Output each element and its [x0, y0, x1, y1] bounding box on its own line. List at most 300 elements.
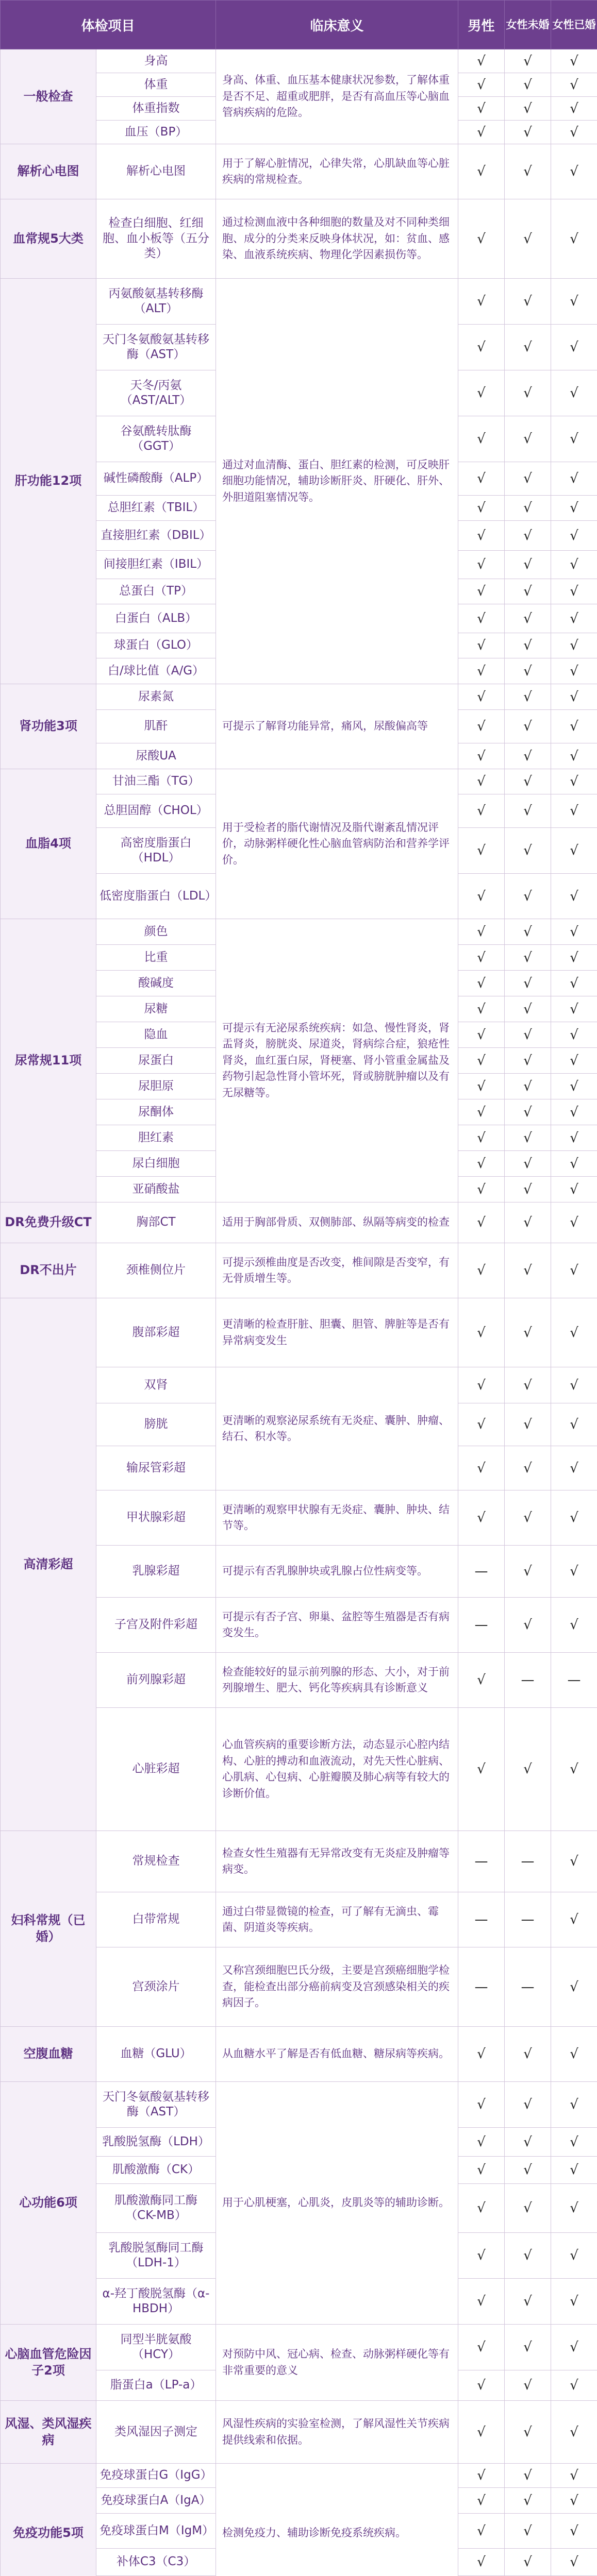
item-name: 血糖（GLU） [96, 2027, 216, 2082]
item-name: 球蛋白（GLO） [96, 633, 216, 658]
female-unmarried-check: — [505, 1947, 551, 2027]
male-check: — [458, 1546, 505, 1598]
female-unmarried-check: √ [505, 1490, 551, 1546]
item-name: 甘油三酯（TG） [96, 769, 216, 794]
table-row [1, 1243, 597, 1298]
female-married-check: √ [551, 1202, 597, 1243]
group-significance: 通过对血清酶、蛋白、胆红素的检测，可反映肝细胞功能情况，辅助诊断肝炎、肝硬化、肝外、外胆道阻塞情况等。 [216, 279, 458, 684]
female-unmarried-check: √ [505, 1099, 551, 1125]
female-married-check: √ [551, 710, 597, 743]
male-check: — [458, 1892, 505, 1947]
male-check: √ [458, 1490, 505, 1546]
item-name: 尿蛋白 [96, 1048, 216, 1074]
female-married-check: √ [551, 144, 597, 199]
table-row [1, 279, 597, 325]
female-unmarried-check: — [505, 1653, 551, 1708]
item-name: 补体C3（C3） [96, 2549, 216, 2576]
group-category: 一般检查 [1, 49, 96, 144]
group-category: 免疫功能5项 [1, 2464, 96, 2576]
table-row [1, 49, 597, 73]
male-check: √ [458, 1298, 505, 1367]
female-married-check: √ [551, 919, 597, 945]
female-unmarried-check: √ [505, 1403, 551, 1446]
female-married-check: √ [551, 2549, 597, 2576]
item-name: 白/球比值（A/G） [96, 658, 216, 684]
female-married-check: √ [551, 2370, 597, 2401]
male-check: √ [458, 658, 505, 684]
item-name: 常规检查 [96, 1831, 216, 1892]
male-check: √ [458, 710, 505, 743]
male-check: √ [458, 2370, 505, 2401]
item-significance: 通过白带显微镜的检查，可了解有无滴虫、霉菌、阴道炎等疾病。 [216, 1892, 458, 1947]
item-name: 尿胆原 [96, 1074, 216, 1099]
male-check: √ [458, 199, 505, 279]
female-married-check: √ [551, 996, 597, 1022]
item-name: 身高 [96, 49, 216, 73]
female-married-check: √ [551, 97, 597, 121]
item-name: 隐血 [96, 1022, 216, 1048]
group-significance: 对预防中风、冠心病、检查、动脉粥样硬化等有非常重要的意义 [216, 2325, 458, 2401]
female-married-check: √ [551, 2233, 597, 2279]
male-check: √ [458, 2157, 505, 2184]
female-unmarried-check: √ [505, 2233, 551, 2279]
female-married-check: √ [551, 971, 597, 996]
male-check: √ [458, 2488, 505, 2514]
header-category: 体检项目 [1, 1, 216, 49]
group-category: 风湿、类风湿疾病 [1, 2401, 96, 2464]
male-check: √ [458, 1022, 505, 1048]
female-married-check: √ [551, 1892, 597, 1947]
female-unmarried-check: √ [505, 97, 551, 121]
female-unmarried-check: — [505, 1892, 551, 1947]
table-row [1, 144, 597, 199]
male-check: √ [458, 1074, 505, 1099]
item-name: 腹部彩超 [96, 1298, 216, 1367]
female-married-check: √ [551, 121, 597, 144]
item-name: 尿白细胞 [96, 1151, 216, 1177]
item-name: 天门冬氨酸氨基转移酶（AST） [96, 325, 216, 370]
item-name: 乳酸脱氢酶同工酶（LDH-1） [96, 2233, 216, 2279]
female-married-check: √ [551, 828, 597, 874]
female-married-check: √ [551, 1048, 597, 1074]
group-significance: 可提示颈椎曲度是否改变，椎间隙是否变窄，有无骨质增生等。 [216, 1243, 458, 1298]
female-married-check: √ [551, 658, 597, 684]
item-name: 膀胱 [96, 1403, 216, 1446]
table-row [1, 199, 597, 279]
female-married-check: √ [551, 2082, 597, 2128]
female-married-check: √ [551, 462, 597, 496]
male-check: √ [458, 2279, 505, 2325]
female-married-check: √ [551, 1831, 597, 1892]
female-married-check: √ [551, 2401, 597, 2464]
male-check: √ [458, 496, 505, 521]
group-category: 心脑血管危险因子2项 [1, 2325, 96, 2401]
female-married-check: √ [551, 604, 597, 633]
female-unmarried-check: √ [505, 2325, 551, 2370]
male-check: √ [458, 2325, 505, 2370]
male-check: √ [458, 2233, 505, 2279]
female-married-check: √ [551, 521, 597, 551]
table-row [1, 1831, 597, 1892]
male-check: √ [458, 1099, 505, 1125]
group-category: 妇科常规（已婚） [1, 1831, 96, 2027]
female-unmarried-check: √ [505, 828, 551, 874]
male-check: √ [458, 828, 505, 874]
table-row [1, 1298, 597, 1367]
female-unmarried-check: √ [505, 743, 551, 769]
group-significance: 用于了解心脏情况，心律失常，心肌缺血等心脏疾病的常规检查。 [216, 144, 458, 199]
male-check: √ [458, 2082, 505, 2128]
group-significance: 适用于胸部骨质、双侧肺部、纵隔等病变的检查 [216, 1202, 458, 1243]
item-name: 类风湿因子测定 [96, 2401, 216, 2464]
male-check: √ [458, 971, 505, 996]
group-significance: 用于受检者的脂代谢情况及脂代谢紊乱情况评价，动脉粥样硬化性心脑血管病防治和营养学评价。 [216, 769, 458, 919]
item-name: 尿酮体 [96, 1099, 216, 1125]
female-married-check: √ [551, 325, 597, 370]
table-row [1, 2027, 597, 2082]
female-married-check: √ [551, 1708, 597, 1831]
item-name: 白带常规 [96, 1892, 216, 1947]
male-check: √ [458, 769, 505, 794]
item-name: α-羟丁酸脱氢酶（α-HBDH） [96, 2279, 216, 2325]
group-significance: 用于心肌梗塞，心肌炎，皮肌炎等的辅助诊断。 [216, 2082, 458, 2325]
male-check: √ [458, 1367, 505, 1403]
female-unmarried-check: √ [505, 325, 551, 370]
item-name: 低密度脂蛋白（LDL） [96, 874, 216, 919]
male-check: √ [458, 996, 505, 1022]
item-name: 乳酸脱氢酶（LDH） [96, 2128, 216, 2157]
item-name: 前列腺彩超 [96, 1653, 216, 1708]
group-category: 肝功能12项 [1, 279, 96, 684]
item-name: 亚硝酸盐 [96, 1177, 216, 1202]
table-header [1, 1, 597, 49]
group-significance: 可提示了解肾功能异常，痛风，尿酸偏高等 [216, 684, 458, 769]
female-unmarried-check: √ [505, 971, 551, 996]
item-name: 尿素氮 [96, 684, 216, 710]
item-significance: 检查女性生殖器有无异常改变有无炎症及肿瘤等病变。 [216, 1831, 458, 1892]
group-significance: 身高、体重、血压基本健康状况参数，了解体重是否不足、超重或肥胖，是否有高血压等心脑血管病疾病的危险。 [216, 49, 458, 144]
item-name: 胆红素 [96, 1125, 216, 1151]
female-married-check: √ [551, 496, 597, 521]
female-married-check: √ [551, 1177, 597, 1202]
female-married-check: √ [551, 1446, 597, 1490]
item-name: 同型半胱氨酸（HCY） [96, 2325, 216, 2370]
table-row [1, 1202, 597, 1243]
female-unmarried-check: √ [505, 1151, 551, 1177]
female-unmarried-check: √ [505, 2488, 551, 2514]
item-name: 谷氨酰转肽酶（GGT） [96, 416, 216, 462]
female-married-check: √ [551, 73, 597, 97]
table-row [1, 2082, 597, 2128]
item-name: 双肾 [96, 1367, 216, 1403]
female-married-check: √ [551, 1403, 597, 1446]
female-unmarried-check: √ [505, 2082, 551, 2128]
female-unmarried-check: √ [505, 874, 551, 919]
male-check: √ [458, 1151, 505, 1177]
female-unmarried-check: √ [505, 658, 551, 684]
female-unmarried-check: — [505, 1831, 551, 1892]
female-married-check: √ [551, 2184, 597, 2233]
group-significance: 风湿性疾病的实验室检测，了解风湿性关节疾病提供线索和依据。 [216, 2401, 458, 2464]
male-check: √ [458, 794, 505, 828]
table-row [1, 2464, 597, 2488]
male-check: — [458, 1947, 505, 2027]
item-name: 解析心电图 [96, 144, 216, 199]
female-unmarried-check: √ [505, 49, 551, 73]
female-unmarried-check: √ [505, 945, 551, 971]
item-name: 颈椎侧位片 [96, 1243, 216, 1298]
male-check: √ [458, 1177, 505, 1202]
female-married-check: √ [551, 1598, 597, 1653]
female-unmarried-check: √ [505, 1125, 551, 1151]
female-unmarried-check: √ [505, 1598, 551, 1653]
female-married-check: √ [551, 1151, 597, 1177]
group-significance: 从血糖水平了解是否有低血糖、糖尿病等疾病。 [216, 2027, 458, 2082]
female-unmarried-check: √ [505, 2027, 551, 2082]
female-unmarried-check: √ [505, 710, 551, 743]
female-unmarried-check: √ [505, 2157, 551, 2184]
female-unmarried-check: √ [505, 1177, 551, 1202]
table-body [1, 49, 597, 2576]
item-name: 总胆固醇（CHOL） [96, 794, 216, 828]
male-check: — [458, 1598, 505, 1653]
female-unmarried-check: √ [505, 1202, 551, 1243]
female-unmarried-check: √ [505, 1298, 551, 1367]
male-check: √ [458, 2464, 505, 2488]
item-name: 体重指数 [96, 97, 216, 121]
female-married-check: √ [551, 743, 597, 769]
header-female-married: 女性已婚 [551, 1, 597, 49]
item-name: 总胆红素（TBIL） [96, 496, 216, 521]
item-name: 直接胆红素（DBIL） [96, 521, 216, 551]
male-check: √ [458, 919, 505, 945]
item-name: 胸部CT [96, 1202, 216, 1243]
female-married-check: √ [551, 945, 597, 971]
female-married-check: √ [551, 1022, 597, 1048]
female-married-check: √ [551, 633, 597, 658]
female-unmarried-check: √ [505, 370, 551, 416]
female-unmarried-check: √ [505, 604, 551, 633]
female-unmarried-check: √ [505, 2464, 551, 2488]
item-significance: 更清晰的检查肝脏、胆囊、胆管、脾脏等是否有异常病变发生 [216, 1298, 458, 1367]
female-married-check: √ [551, 2488, 597, 2514]
male-check: √ [458, 1708, 505, 1831]
item-name: 丙氨酸氨基转移酶（ALT） [96, 279, 216, 325]
item-name: 乳腺彩超 [96, 1546, 216, 1598]
female-married-check: √ [551, 1243, 597, 1298]
female-married-check: √ [551, 2128, 597, 2157]
female-unmarried-check: √ [505, 2401, 551, 2464]
female-married-check: √ [551, 2514, 597, 2549]
female-unmarried-check: √ [505, 2549, 551, 2576]
female-married-check: √ [551, 2157, 597, 2184]
item-name: 宫颈涂片 [96, 1947, 216, 2027]
female-unmarried-check: √ [505, 2279, 551, 2325]
female-unmarried-check: √ [505, 1708, 551, 1831]
table-row [1, 2401, 597, 2464]
male-check: √ [458, 1403, 505, 1446]
female-unmarried-check: √ [505, 416, 551, 462]
group-category: 高清彩超 [1, 1298, 96, 1831]
female-married-check: √ [551, 1947, 597, 2027]
item-name: 颜色 [96, 919, 216, 945]
group-significance: 检测免疫力、辅助诊断免疫系统疾病。 [216, 2464, 458, 2576]
item-name: 肌酸激酶（CK） [96, 2157, 216, 2184]
female-married-check: √ [551, 1125, 597, 1151]
male-check: √ [458, 1048, 505, 1074]
female-married-check: √ [551, 2027, 597, 2082]
female-unmarried-check: √ [505, 919, 551, 945]
table-row [1, 684, 597, 710]
female-married-check: √ [551, 2279, 597, 2325]
item-name: 高密度脂蛋白（HDL） [96, 828, 216, 874]
male-check: √ [458, 73, 505, 97]
item-name: 心脏彩超 [96, 1708, 216, 1831]
female-unmarried-check: √ [505, 1546, 551, 1598]
female-unmarried-check: √ [505, 521, 551, 551]
item-name: 天冬/丙氨（AST/ALT） [96, 370, 216, 416]
male-check: √ [458, 684, 505, 710]
item-name: 检查白细胞、红细胞、血小板等（五分类） [96, 199, 216, 279]
item-name: 子宫及附件彩超 [96, 1598, 216, 1653]
male-check: √ [458, 121, 505, 144]
item-significance: 更清晰的观察甲状腺有无炎症、囊肿、肿块、结节等。 [216, 1490, 458, 1546]
male-check: √ [458, 2549, 505, 2576]
male-check: √ [458, 521, 505, 551]
header-female-unmarried: 女性未婚 [505, 1, 551, 49]
group-category: DR不出片 [1, 1243, 96, 1298]
female-unmarried-check: √ [505, 121, 551, 144]
group-category: 血常规5大类 [1, 199, 96, 279]
female-unmarried-check: √ [505, 579, 551, 604]
male-check: √ [458, 279, 505, 325]
female-unmarried-check: √ [505, 1243, 551, 1298]
female-married-check: √ [551, 1367, 597, 1403]
female-unmarried-check: √ [505, 73, 551, 97]
item-name: 免疫球蛋白M（IgM） [96, 2514, 216, 2549]
male-check: √ [458, 743, 505, 769]
male-check: √ [458, 551, 505, 579]
item-name: 天门冬氨酸氨基转移酶（AST） [96, 2082, 216, 2128]
male-check: √ [458, 874, 505, 919]
item-name: 肌酐 [96, 710, 216, 743]
item-name: 碱性磷酸酶（ALP） [96, 462, 216, 496]
female-married-check: √ [551, 416, 597, 462]
male-check: √ [458, 2027, 505, 2082]
female-married-check: √ [551, 551, 597, 579]
female-married-check: √ [551, 684, 597, 710]
male-check: √ [458, 2128, 505, 2157]
group-category: 解析心电图 [1, 144, 96, 199]
female-married-check: √ [551, 2464, 597, 2488]
female-unmarried-check: √ [505, 1367, 551, 1403]
female-married-check: √ [551, 1490, 597, 1546]
female-married-check: √ [551, 279, 597, 325]
item-name: 免疫球蛋白G（IgG） [96, 2464, 216, 2488]
male-check: √ [458, 1125, 505, 1151]
item-name: 酸碱度 [96, 971, 216, 996]
header-male: 男性 [458, 1, 505, 49]
item-name: 免疫球蛋白A（IgA） [96, 2488, 216, 2514]
item-name: 脂蛋白a（LP-a） [96, 2370, 216, 2401]
header-significance: 临床意义 [216, 1, 458, 49]
female-unmarried-check: √ [505, 462, 551, 496]
item-significance: 可提示有否乳腺肿块或乳腺占位性病变等。 [216, 1546, 458, 1598]
female-unmarried-check: √ [505, 551, 551, 579]
female-unmarried-check: √ [505, 1446, 551, 1490]
male-check: √ [458, 144, 505, 199]
male-check: √ [458, 1243, 505, 1298]
group-significance: 通过检测血液中各种细胞的数量及对不同种类细胞、成分的分类来反映身体状况，如：贫血、感染、血液系统疾病、物理化学因素损伤等。 [216, 199, 458, 279]
male-check: √ [458, 416, 505, 462]
group-category: 血脂4项 [1, 769, 96, 919]
male-check: — [458, 1831, 505, 1892]
male-check: √ [458, 604, 505, 633]
male-check: √ [458, 579, 505, 604]
male-check: √ [458, 370, 505, 416]
item-name: 间接胆红素（IBIL） [96, 551, 216, 579]
female-unmarried-check: √ [505, 2514, 551, 2549]
female-unmarried-check: √ [505, 1074, 551, 1099]
item-name: 尿糖 [96, 996, 216, 1022]
item-name: 尿酸UA [96, 743, 216, 769]
female-unmarried-check: √ [505, 279, 551, 325]
female-unmarried-check: √ [505, 684, 551, 710]
group-category: 尿常规11项 [1, 919, 96, 1202]
item-name: 比重 [96, 945, 216, 971]
item-name: 甲状腺彩超 [96, 1490, 216, 1546]
group-significance: 可提示有无泌尿系统疾病：如急、慢性肾炎，肾盂肾炎，膀胱炎、尿道炎，肾病综合症，狼疮性肾炎，血红蛋白尿，肾梗塞、肾小管重金属盐及药物引起急性肾小管坏死，肾或膀胱肿瘤以及有无尿糖等。 [216, 919, 458, 1202]
item-significance: 检查能较好的显示前列腺的形态、大小，对于前列腺增生、肥大、钙化等疾病具有诊断意义 [216, 1653, 458, 1708]
female-married-check: √ [551, 769, 597, 794]
male-check: √ [458, 2514, 505, 2549]
male-check: √ [458, 462, 505, 496]
item-significance: 更清晰的观察泌尿系统有无炎症、囊肿、肿瘤、结石、积水等。 [216, 1367, 458, 1490]
female-unmarried-check: √ [505, 1022, 551, 1048]
male-check: √ [458, 49, 505, 73]
male-check: √ [458, 1446, 505, 1490]
table-row [1, 919, 597, 945]
item-significance: 又称宫颈细胞巴氏分级，主要是宫颈癌细胞学检查，能检查出部分癌前病变及宫颈感染相关的疾病因子。 [216, 1947, 458, 2027]
item-name: 血压（BP） [96, 121, 216, 144]
item-name: 输尿管彩超 [96, 1446, 216, 1490]
female-married-check: √ [551, 579, 597, 604]
female-unmarried-check: √ [505, 199, 551, 279]
table-row [1, 769, 597, 794]
female-married-check: √ [551, 1546, 597, 1598]
group-category: 空腹血糖 [1, 2027, 96, 2082]
male-check: √ [458, 945, 505, 971]
male-check: √ [458, 1202, 505, 1243]
female-married-check: √ [551, 1298, 597, 1367]
male-check: √ [458, 325, 505, 370]
male-check: √ [458, 1653, 505, 1708]
female-married-check: √ [551, 2325, 597, 2370]
item-significance: 心血管疾病的重要诊断方法，动态显示心腔内结构、心脏的搏动和血液流动，对先天性心脏病、心肌病、心包病、心脏瓣膜及肺心病等有较大的诊断价值。 [216, 1708, 458, 1831]
female-unmarried-check: √ [505, 496, 551, 521]
female-married-check: √ [551, 1099, 597, 1125]
female-married-check: — [551, 1653, 597, 1708]
item-significance: 可提示有否子宫、卵巢、盆腔等生殖器是否有病变发生。 [216, 1598, 458, 1653]
group-category: 肾功能3项 [1, 684, 96, 769]
female-unmarried-check: √ [505, 633, 551, 658]
item-name: 肌酸激酶同工酶（CK-MB） [96, 2184, 216, 2233]
female-unmarried-check: √ [505, 2184, 551, 2233]
male-check: √ [458, 97, 505, 121]
female-unmarried-check: √ [505, 2128, 551, 2157]
female-married-check: √ [551, 1074, 597, 1099]
female-married-check: √ [551, 370, 597, 416]
